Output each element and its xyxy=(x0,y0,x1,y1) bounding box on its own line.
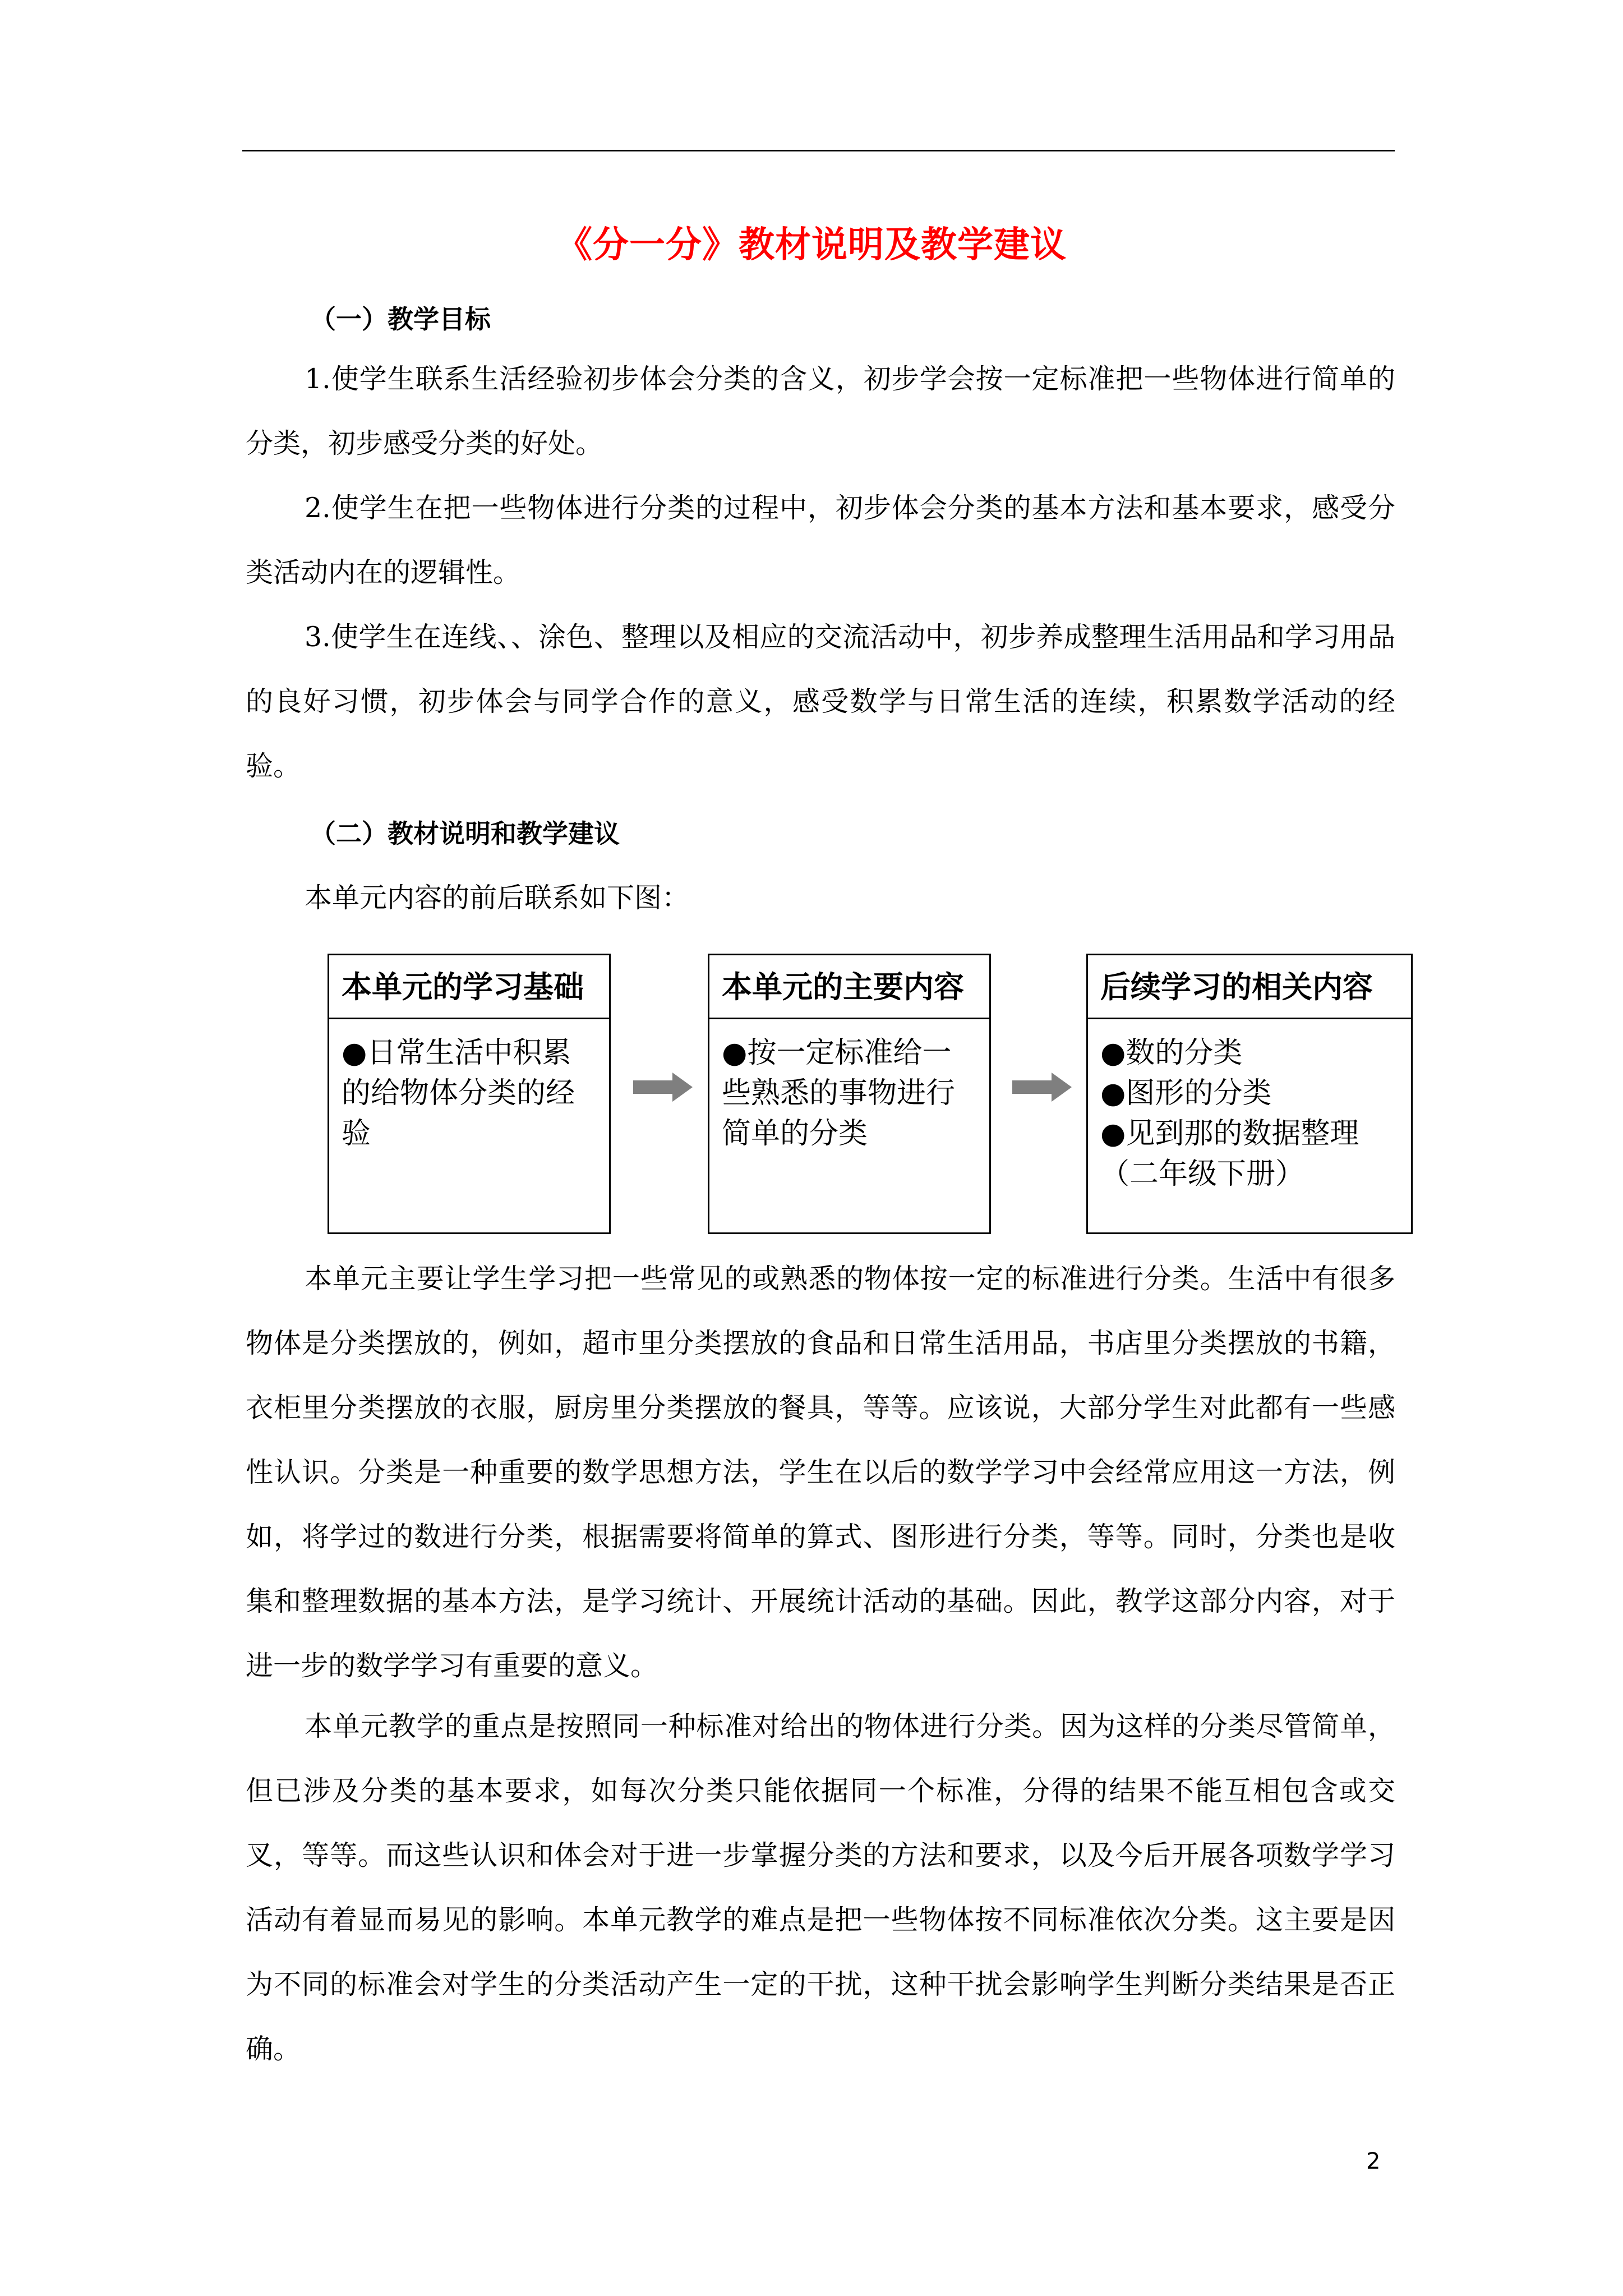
diagram-box-follow-up xyxy=(1086,954,1413,1234)
diagram-box-item: ●见到那的数据整理 xyxy=(1100,1117,1359,1151)
body-paragraph-2: 本单元教学的重点是按照同一种标准对给出的物体进行分类。因为这样的分类尽管简单，但已涉及分类的基本要求，如每次分类只能依据同一个标准，分得的结果不能互相包含或交叉，等等。而这些认识和体会对于进一步掌握分类的方法和要求，以及今后开展各项数学学习活动有着显而易见的影响。本单元教学的难点是把一些物体按不同标准依次分类。这主要是因为不同的标准会对学生的分类活动产生一定的干扰，这种干扰会影响学生判断分类结果是否正确。 xyxy=(246,1710,1395,2065)
diagram-box-title: 本单元的学习基础 xyxy=(329,955,609,1019)
diagram-box-body xyxy=(1088,1019,1411,1194)
goal-paragraph-1: 1.使学生联系生活经验初步体会分类的含义，初步学会按一定标准把一些物体进行简单的分类，初步感受分类的好处。 xyxy=(246,363,1395,459)
diagram-box-title: 后续学习的相关内容 xyxy=(1088,955,1411,1019)
goal-paragraph-3: 3.使学生在连线、、涂色、整理以及相应的交流活动中，初步养成整理生活用品和学习用品的良好习惯，初步体会与同学合作的意义，感受数学与日常生活的连续，积累数学活动的经验。 xyxy=(246,621,1395,782)
diagram-intro: 本单元内容的前后联系如下图： xyxy=(305,882,690,914)
diagram-box-main-content xyxy=(708,954,991,1234)
body-paragraph-1: 本单元主要让学生学习把一些常见的或熟悉的物体按一定的标准进行分类。生活中有很多物体是分类摆放的，例如，超市里分类摆放的食品和日常生活用品，书店里分类摆放的书籍，衣柜里分类摆放的衣服，厨房里分类摆放的餐具，等等。应该说，大部分学生对此都有一些感性认识。分类是一种重要的数学思想方法，学生在以后的数学学习中会经常应用这一方法，例如，将学过的数进行分类，根据需要将简单的算式、图形进行分类，等等。同时，分类也是收集和整理数据的基本方法，是学习统计、开展统计活动的基础。因此，教学这部分内容，对于进一步的数学学习有重要的意义。 xyxy=(246,1263,1395,1682)
page-number: 2 xyxy=(1366,2148,1381,2174)
diagram-box-body xyxy=(329,1019,609,1154)
goal-paragraph-2: 2.使学生在把一些物体进行分类的过程中，初步体会分类的基本方法和基本要求，感受分类活动内在的逻辑性。 xyxy=(246,492,1395,588)
diagram-box-body xyxy=(709,1019,989,1154)
arrow-right-icon xyxy=(632,1070,694,1104)
diagram-box-foundation xyxy=(328,954,611,1234)
section-heading-goals: （一）教学目标 xyxy=(310,304,491,334)
diagram-box-item: ●数的分类 xyxy=(1100,1036,1243,1070)
diagram-box-item: ●图形的分类 xyxy=(1100,1076,1272,1110)
section-heading-notes: （二）教材说明和教学建议 xyxy=(310,818,620,849)
diagram-box-item: （二年级下册） xyxy=(1100,1157,1305,1191)
diagram-box-item: ●日常生活中积累的给物体分类的经验 xyxy=(342,1036,575,1151)
arrow-right-icon xyxy=(1011,1070,1073,1104)
document-title: 《分一分》教材说明及教学建议 xyxy=(556,224,1067,266)
header-rule xyxy=(242,150,1395,151)
diagram-box-title: 本单元的主要内容 xyxy=(709,955,989,1019)
diagram-box-item: ●按一定标准给一些熟悉的事物进行简单的分类 xyxy=(722,1036,956,1151)
